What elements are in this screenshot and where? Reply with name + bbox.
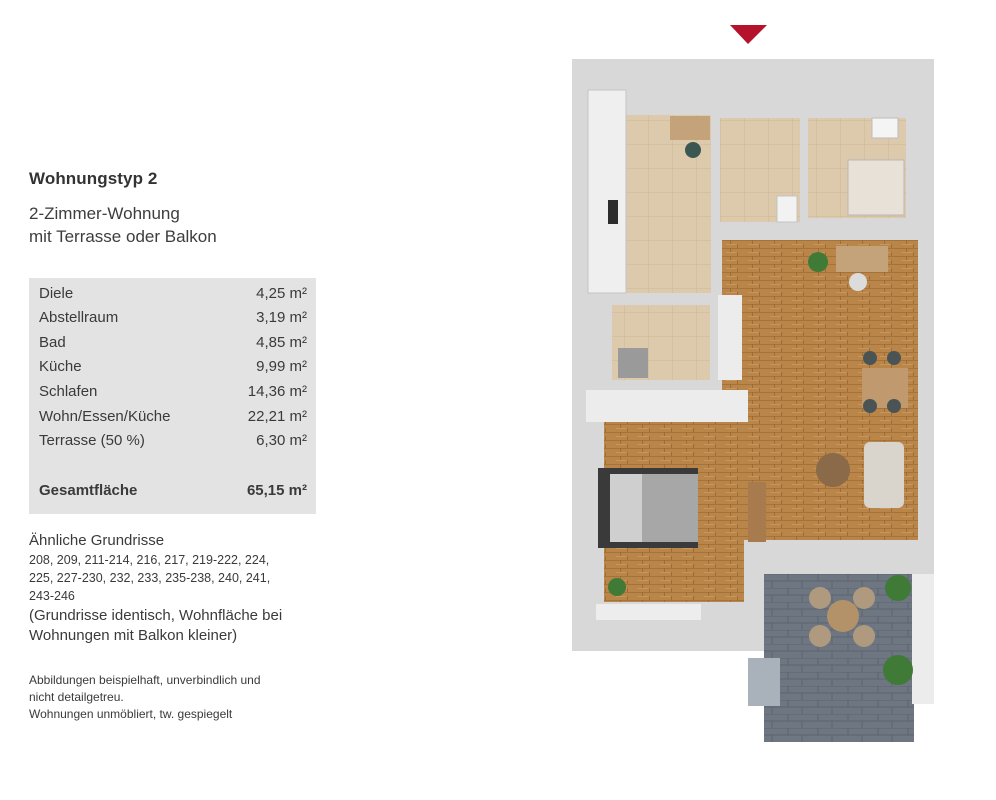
dining-chair [887,399,901,413]
bath-sink [872,118,898,138]
room-area: 4,85 m² [256,334,307,351]
terrace-storage [748,658,780,706]
dining-chair [887,351,901,365]
dining-chair [863,399,877,413]
similar-title: Ähnliche Grundrisse [29,532,165,549]
area-row-schlafen [39,382,307,402]
terrace-chair [809,587,831,609]
room-name: Wohn/Essen/Küche [39,408,171,425]
window-sill [596,604,701,620]
storage-cabinet [777,196,797,222]
apartment-type-heading: Wohnungstyp 2 [29,169,158,188]
room-name: Terrasse (50 %) [39,432,145,449]
room-area: 22,21 m² [247,408,307,425]
area-row-kueche [39,357,307,377]
sofa [864,442,904,508]
area-row-terrasse [39,431,307,451]
dining-chair [863,351,877,365]
terrace-chair [853,587,875,609]
area-row-total [39,481,307,501]
room-name: Diele [39,285,74,302]
terrace-chair [809,625,831,647]
bed-blanket [642,474,698,542]
room-area: 14,36 m² [247,383,307,400]
room-area: 9,99 m² [256,358,307,375]
area-row-bad [39,333,307,353]
similar-note-line: Wohnungen mit Balkon kleiner) [29,627,238,644]
coffee-table [816,453,850,487]
subtitle-line: mit Terrasse oder Balkon [29,227,217,246]
room-name: Schlafen [39,383,98,400]
area-row-wohnen [39,407,307,427]
similar-numbers-line: 243-246 [29,589,75,603]
disclaimer [29,672,261,723]
room-area: 3,19 m² [256,309,307,326]
plant [808,252,828,272]
terrace-chair [853,625,875,647]
living-divider-wall [718,295,742,380]
subtitle-line: 2-Zimmer-Wohnung [29,204,180,223]
area-table [29,278,316,514]
similar-numbers [29,551,309,605]
room-name: Bad [39,334,66,351]
similar-floorplans [29,531,309,646]
terrace-wall [912,574,934,704]
disclaimer-line: Wohnungen unmöbliert, tw. gespiegelt [29,707,233,721]
room-name: Küche [39,358,82,375]
area-row-abstellraum [39,308,307,328]
terrace-plant [883,655,913,685]
similar-note-line: (Grundrisse identisch, Wohnfläche bei [29,607,283,624]
similar-numbers-line: 208, 209, 211-214, 216, 217, 219-222, 224, [29,553,270,567]
tv-sideboard [748,482,766,542]
room-area: 6,30 m² [256,432,307,449]
area-row-diele [39,284,307,304]
bedroom-plant [608,578,626,596]
floor-plan [560,20,940,750]
total-area: 65,15 m² [246,482,307,499]
terrace-plant [885,575,911,601]
kitchen-table [670,116,710,140]
total-label: Gesamtfläche [39,482,138,499]
washing-machine [618,348,648,378]
kitchen-chair [685,142,701,158]
disclaimer-line: nicht detailgetreu. [29,690,124,704]
kitchen-stove [608,200,618,224]
room-area: 4,25 m² [256,285,307,302]
bedroom-wall [586,390,748,422]
north-arrow-icon [730,25,767,44]
similar-numbers-line: 225, 227-230, 232, 233, 235-238, 240, 241, [29,571,271,585]
room-kueche [625,115,711,293]
shower [848,160,904,215]
kitchen-counter [588,90,626,293]
desk-chair [849,273,867,291]
apartment-subtitle [29,202,217,248]
room-name: Abstellraum [39,309,119,326]
living-desk [836,246,888,272]
similar-note [29,606,309,646]
terrace-table [827,600,859,632]
disclaimer-line: Abbildungen beispielhaft, unverbindlich und [29,673,261,687]
